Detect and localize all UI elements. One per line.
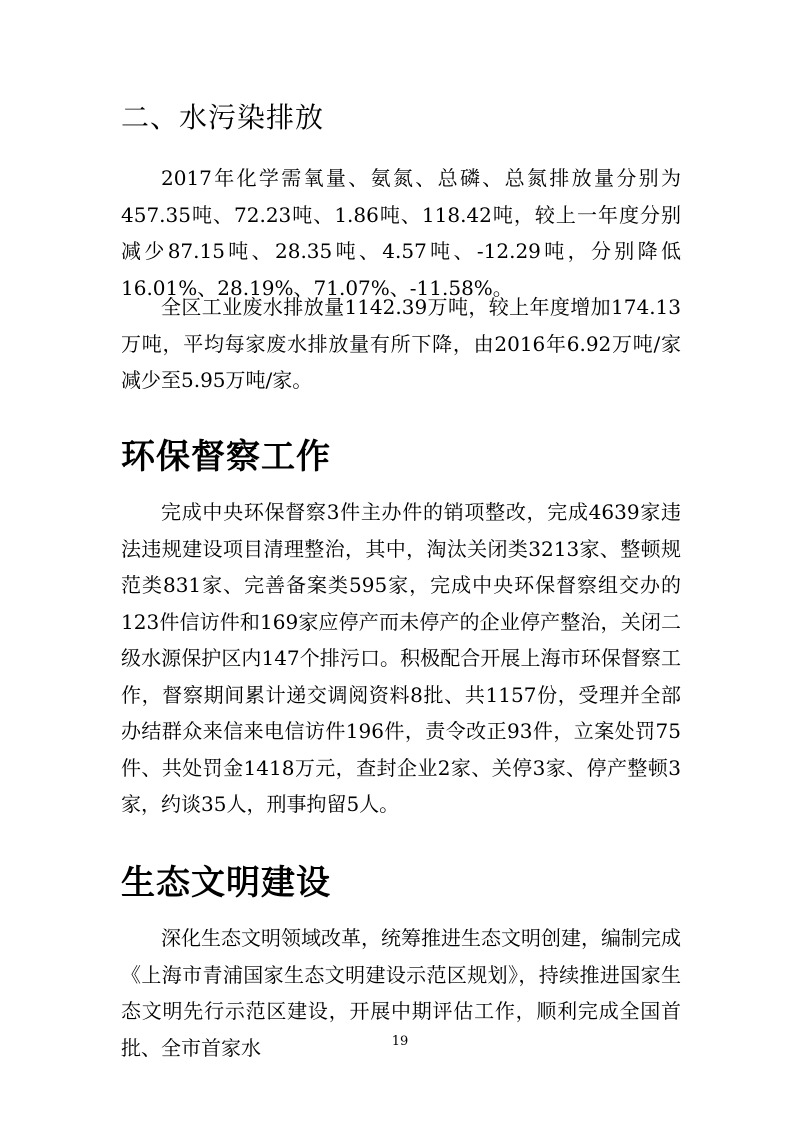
paragraph-industrial-wastewater: 全区工业废水排放量1142.39万吨，较上年度增加174.13万吨，平均每家废水排放量有所下降，由2016年6.92万吨/家减少至5.95万吨/家。 bbox=[121, 295, 681, 392]
paragraph-eco-civilization: 深化生态文明领域改革，统筹推进生态文明创建，编制完成《上海市青浦国家生态文明建设示范区规划》，持续推进国家生态文明先行示范区建设，开展中期评估工作，顺利完成全国首批、全市首家水 bbox=[121, 926, 681, 1060]
paragraph-env-inspection: 完成中央环保督察3件主办件的销项整改，完成4639家违法违规建设项目清理整治，其中，淘汰关闭类3213家、整顿规范类831家、完善备案类595家，完成中央环保督察组交办的123件信访件和169家应停产而未停产的企业停产整治，关闭二级水源保护区内147个排污口。积极配合开展上海市环保督察工作，督察期间累计递交调阅资料8批、共1157份，受理并全部办结群众来信来电信访件196件，责令改正93件，立案处罚75件、共处罚金1418万元，查封企业2家、关停3家、停产整顿3家，约谈35人，刑事拘留5人。 bbox=[121, 500, 681, 816]
section-heading-env-inspection: 环保督察工作 bbox=[121, 437, 331, 477]
page-number: 19 bbox=[391, 1034, 409, 1049]
paragraph-water-emissions: 2017年化学需氧量、氨氮、总磷、总氮排放量分别为457.35吨、72.23吨、1.86吨、118.42吨，较上一年度分别减少87.15吨、28.35吨、4.57吨、-12.29吨，分别降低16.01%、28.19%、71.07%、-11.58%。 bbox=[121, 166, 681, 300]
section-heading-eco-civilization: 生态文明建设 bbox=[121, 863, 331, 903]
section-heading-water-pollution: 二、水污染排放 bbox=[121, 101, 325, 134]
